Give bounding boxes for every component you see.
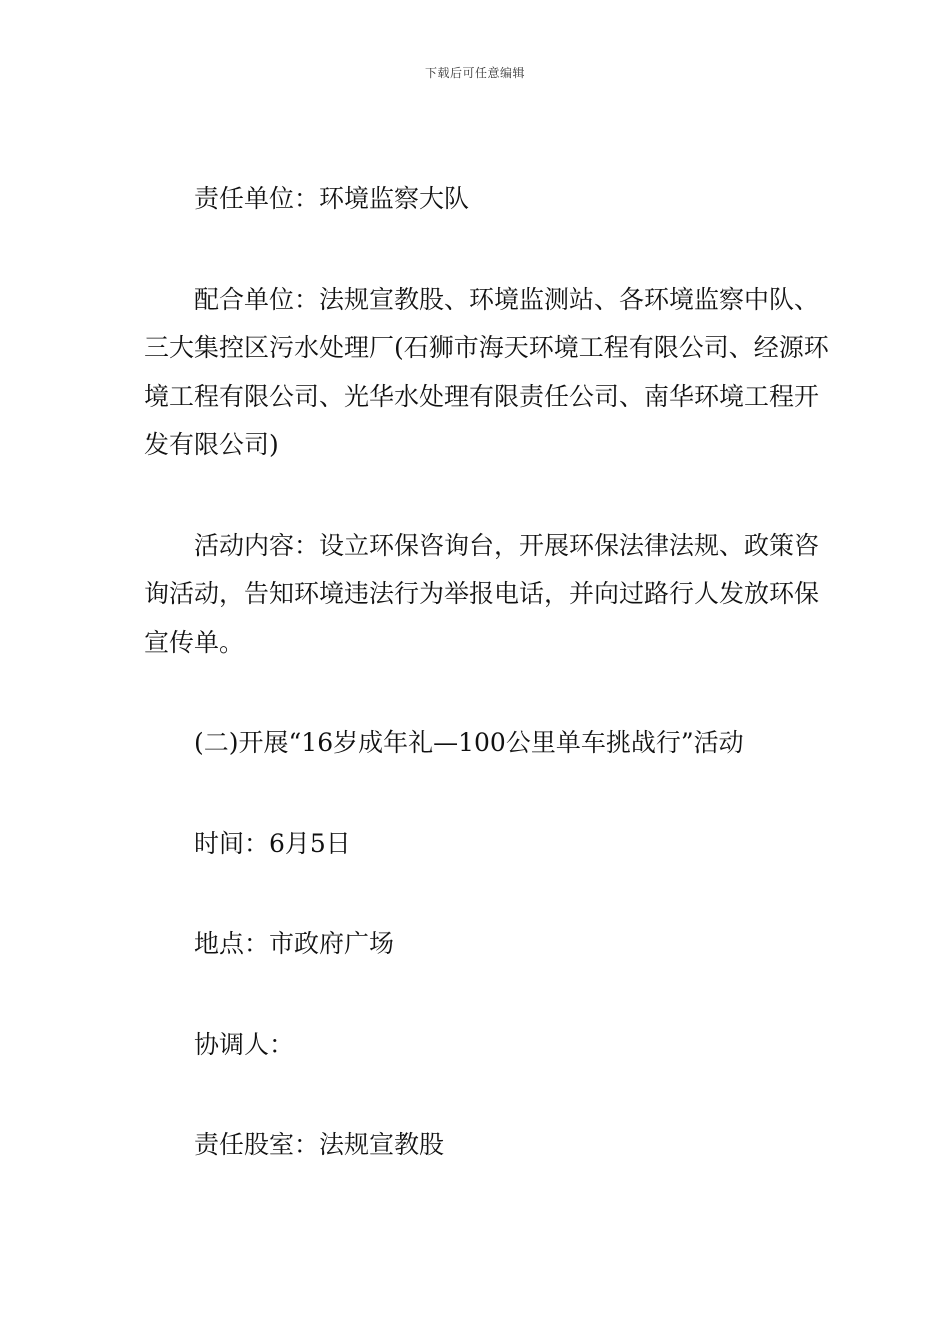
- paragraph-activity-content: 活动内容：设立环保咨询台，开展环保法律法规、政策咨询活动，告知环境违法行为举报电话，并向过路行人发放环保宣传单。: [144, 530, 820, 657]
- paragraph-section-heading: (二)开展“16岁成年礼—100公里单车挑战行”活动: [194, 728, 744, 757]
- paragraph-responsible-unit: 责任单位：环境监察大队: [194, 184, 470, 213]
- paragraph-location: 地点：市政府广场: [194, 929, 395, 958]
- document-body: [144, 175, 834, 1222]
- paragraph-responsible-office: 责任股室：法规宣教股: [194, 1130, 445, 1159]
- paragraph-coordinator: 协调人：: [194, 1029, 295, 1059]
- paragraph-time: 时间：6月5日: [194, 828, 351, 858]
- header-note: 下载后可任意编辑: [424, 66, 525, 80]
- paragraph-cooperating-units: 配合单位：法规宣教股、环境监测站、各环境监察中队、三大集控区污水处理厂(石狮市海天环境工程有限公司、经源环境工程有限公司、光华水处理有限责任公司、南华环境工程开发有限公司): [144, 284, 829, 459]
